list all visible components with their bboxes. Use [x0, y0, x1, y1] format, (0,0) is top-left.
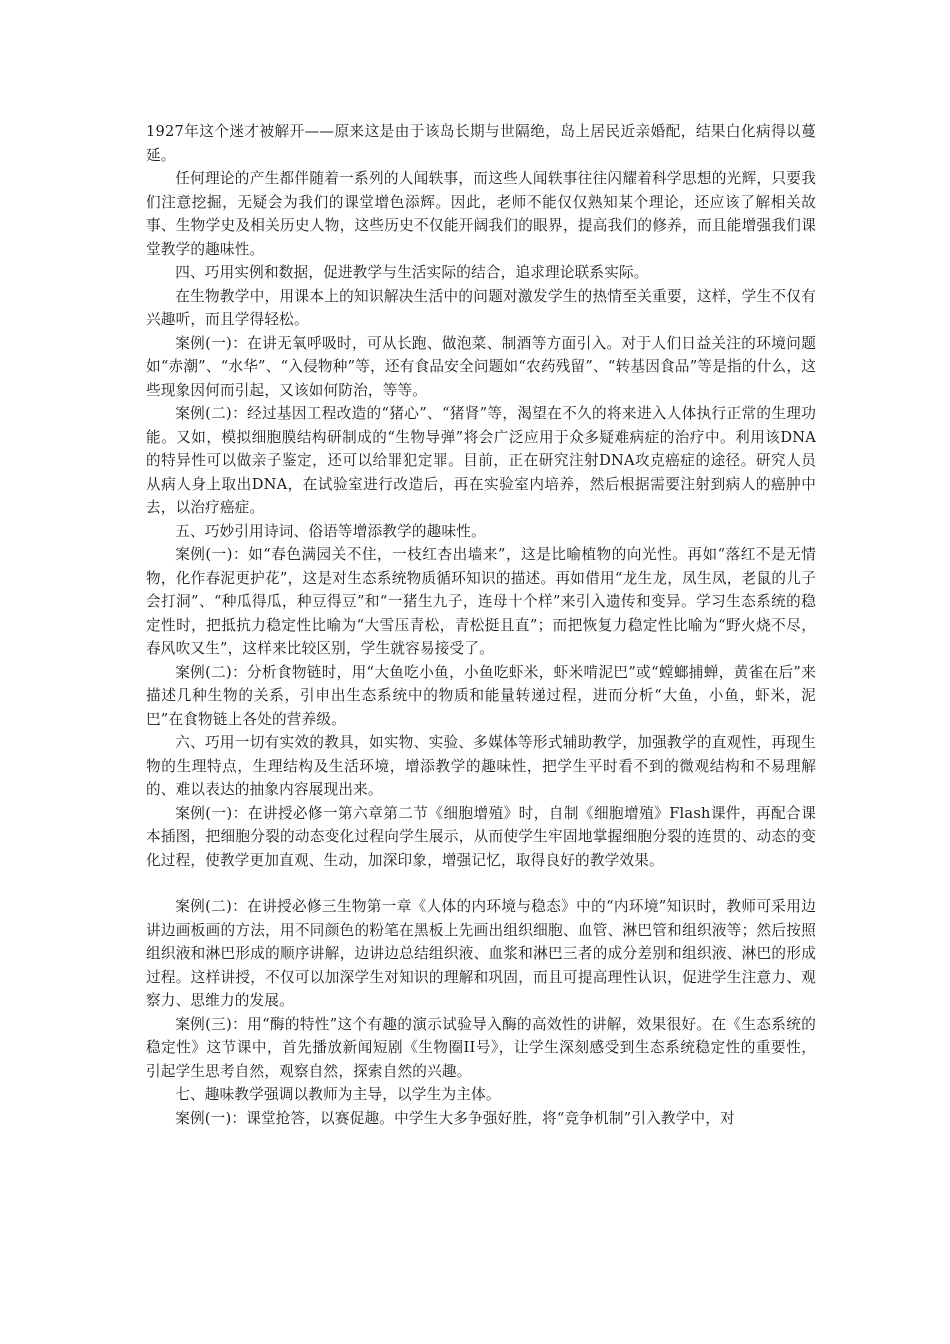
section-heading-6: 六、巧用一切有实效的教具，如实物、实验、多媒体等形式辅助教学，加强教学的直观性，再现生物的生理特点，生理结构及生活环境，增添教学的趣味性，把学生平时看不到的微观结构和不易理解的、难以表达的抽象内容展现出来。 — [146, 734, 816, 798]
document-page — [146, 120, 816, 1130]
case-5-2: 案例(二)：分析食物链时，用“大鱼吃小鱼，小鱼吃虾米，虾米啃泥巴”或“螳螂捕蝉，黄雀在后”来描述几种生物的关系，引申出生态系统中的物质和能量转递过程，进而分析“大鱼，小鱼，虾米，泥巴”在食物链上各处的营养级。 — [146, 663, 816, 728]
paragraph-1: 1927年这个迷才被解开——原来这是由于该岛长期与世隔绝，岛上居民近亲婚配，结果白化病得以蔓延。 — [146, 123, 816, 164]
case-7-1: 案例(一)：课堂抢答，以赛促趣。中学生大多争强好胜，将“竞争机制”引入教学中，对 — [175, 1109, 735, 1127]
paragraph-spacer — [146, 872, 816, 895]
case-4-1: 案例(一)：在讲无氧呼吸时，可从长跑、做泡菜、制酒等方面引入。对于人们日益关注的环境问题如“赤潮”、“水华”、“入侵物种”等，还有食品安全问题如“农药残留”、“转基因食品”等是指的什么，这些现象因何而引起，又该如何防治，等等。 — [146, 334, 816, 399]
section-heading-5: 五、巧妙引用诗词、俗语等增添教学的趣味性。 — [175, 522, 486, 540]
section-heading-4: 四、巧用实例和数据，促进教学与生活实际的结合，追求理论联系实际。 — [175, 264, 649, 281]
paragraph-4: 在生物教学中，用课本上的知识解决生活中的问题对激发学生的热情至关重要，这样，学生不仅有兴趣听，而且学得轻松。 — [146, 287, 816, 328]
section-heading-7: 七、趣味教学强调以教师为主导，以学生为主体。 — [175, 1086, 501, 1103]
case-6-2: 案例(二)：在讲授必修三生物第一章《人体的内环境与稳态》中的“内环境”知识时，教师可采用边讲边画板画的方法，用不同颜色的粉笔在黑板上先画出组织细胞、血管、淋巴管和组织液等；然后按照组织液和淋巴形成的顺序讲解，边讲边总结组织液、血浆和淋巴三者的成分差别和组织液、淋巴的形成过程。这样讲授，不仅可以加深学生对知识的理解和巩固，而且可提高理性认识，促进学生注意力、观察力、思维力的发展。 — [146, 898, 816, 1009]
case-6-3: 案例(三)：用“酶的特性”这个有趣的演示试验导入酶的高效性的讲解，效果很好。在《生态系统的稳定性》这节课中，首先播放新闻短剧《生物圈II号》，让学生深刻感受到生态系统稳定性的重要性，引起学生思考自然，观察自然，探索自然的兴趣。 — [146, 1015, 816, 1080]
case-4-2: 案例(二)：经过基因工程改造的“猪心”、“猪肾”等，渴望在不久的将来进入人体执行正常的生理功能。又如，模拟细胞膜结构研制成的“生物导弹”将会广泛应用于众多疑难病症的治疗中。利用该DNA的特异性可以做亲子鉴定，还可以给罪犯定罪。目前，正在研究注射DNA攻克癌症的途径。研究人员从病人身上取出DNA，在试验室进行改造后，再在实验室内培养，然后根据需要注射到病人的癌肿中去，以治疗癌症。 — [146, 405, 816, 516]
case-5-1: 案例(一)：如“春色满园关不住，一枝红杏出墙来”，这是比喻植物的向光性。再如“落红不是无情物，化作春泥更护花”，这是对生态系统物质循环知识的描述。再如借用“龙生龙，凤生凤，老鼠的儿子会打洞”、“种瓜得瓜，种豆得豆”和“一猪生九子，连母十个样”来引入遗传和变异。学习生态系统的稳定性时，把抵抗力稳定性比喻为“大雪压青松，青松挺且直”；而把恢复力稳定性比喻为“野火烧不尽，春风吹又生”，这样来比较区别，学生就容易接受了。 — [146, 546, 816, 657]
case-6-1: 案例(一)：在讲授必修一第六章第二节《细胞增殖》时，自制《细胞增殖》Flash课件，再配合课本插图，把细胞分裂的动态变化过程向学生展示，从而使学生牢固地掌握细胞分裂的连贯的、动态的变化过程，使教学更加直观、生动，加深印象，增强记忆，取得良好的教学效果。 — [146, 804, 816, 869]
paragraph-2: 任何理论的产生都伴随着一系列的人闻轶事，而这些人闻轶事往往闪耀着科学思想的光辉，只要我们注意挖掘，无疑会为我们的课堂增色添辉。因此，老师不能仅仅熟知某个理论，还应该了解相关故事、生物学史及相关历史人物，这些历史不仅能开阔我们的眼界，提高我们的修养，而且能增强我们课堂教学的趣味性。 — [146, 170, 816, 258]
